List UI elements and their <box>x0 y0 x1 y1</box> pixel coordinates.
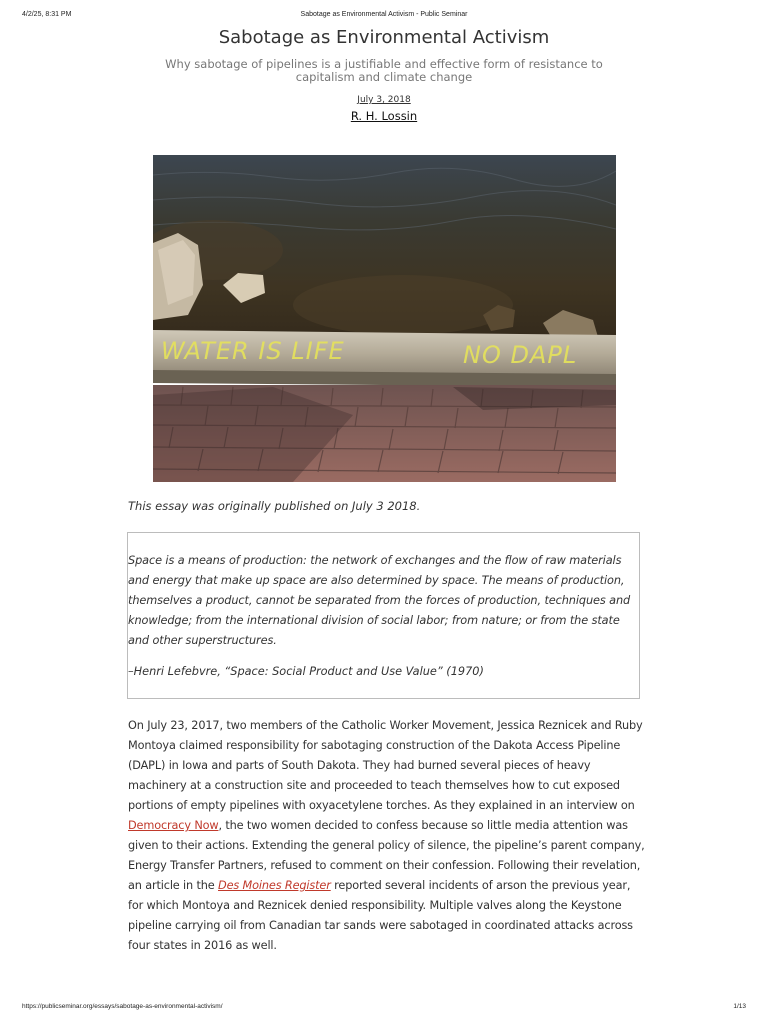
epigraph-text: Space is a means of production: the network of exchanges and the flow of raw materials and energy that make up space are also determined by space. The means of production, themselves a product, cannot be separated from the forces of production, techniques and knowledge; from the international division of social labor; from nature; or from the state and other superstructures. <box>128 554 631 647</box>
print-datetime: 4/2/25, 8:31 PM <box>22 11 72 18</box>
paragraph-text-3: reported several incidents of arson the previous year, for which Montoya and Reznicek denied responsibility. Multiple valves along the Keystone pipeline carrying oil from Canadian tar sands were sabotaged in coordinated attacks across four states in 2016 as well. <box>128 879 633 952</box>
paragraph-text-2: , the two women decided to confess because so little media attention was given to their actions. Extending the general policy of silence, the pipeline’s parent company, Energy Transfer Partners, refused to comment on their confession. Following their revelation, an article in the <box>128 819 645 892</box>
print-footer <box>0 1003 768 1013</box>
democracy-now-link[interactable]: Democracy Now <box>128 819 219 832</box>
des-moines-register-link[interactable]: Des Moines Register <box>218 879 331 892</box>
photo-painted-text-left: WATER IS LIFE <box>161 337 345 365</box>
article-subtitle: Why sabotage of pipelines is a justifiable and effective form of resistance to capitalism and climate change <box>165 57 603 84</box>
epigraph-blockquote <box>127 532 640 699</box>
epigraph-attribution: –Henri Lefebvre, “Space: Social Product and Use Value” (1970) <box>128 665 484 678</box>
print-page-title: Sabotage as Environmental Activism - Public Seminar <box>300 11 468 18</box>
article-date <box>0 95 768 105</box>
paragraph-text-1: On July 23, 2017, two members of the Catholic Worker Movement, Jessica Reznicek and Ruby Montoya claimed responsibility for sabotaging construction of the Dakota Access Pipeline (DAPL) in Iowa and parts of South Dakota. They had burned several pieces of heavy machinery at a construction site and proceeded to teach themselves how to cut exposed portions of empty pipelines with oxyacetylene torches. As they explained in an interview on <box>128 719 643 812</box>
article-photo <box>153 155 616 482</box>
article-date-link[interactable]: July 3, 2018 <box>357 95 411 105</box>
print-header <box>0 11 768 23</box>
original-publication-note: This essay was originally published on July 3 2018. <box>128 499 421 513</box>
author-link[interactable]: R. H. Lossin <box>350 109 418 123</box>
photo-painted-text-right: NO DAPL <box>463 341 578 369</box>
body-paragraph <box>128 716 648 956</box>
photo-water-wall-bricks <box>153 155 616 482</box>
print-url: https://publicseminar.org/essays/sabotage-as-environmental-activism/ <box>22 1003 223 1010</box>
print-page-number: 1/13 <box>733 1003 746 1010</box>
article-author <box>0 109 768 123</box>
article-title: Sabotage as Environmental Activism <box>218 27 550 48</box>
